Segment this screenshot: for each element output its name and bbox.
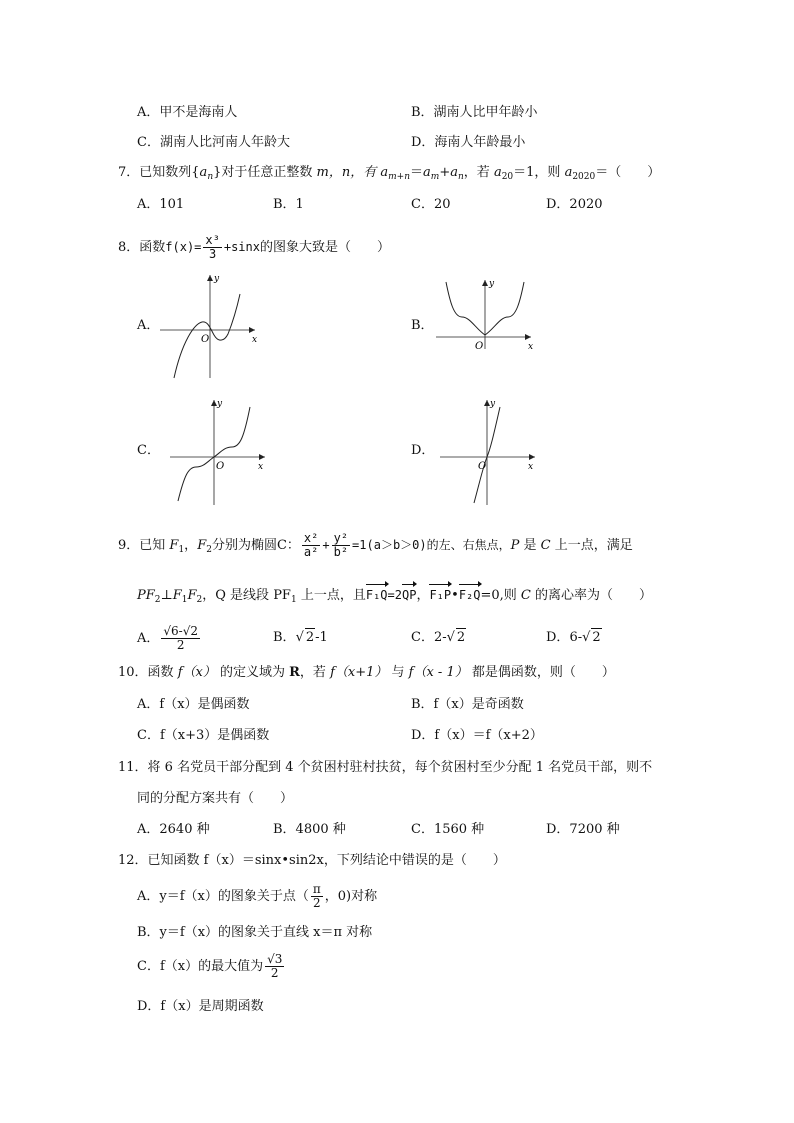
q8a-x-label: x (252, 335, 258, 345)
q7-option-c: C．20 (411, 197, 451, 212)
q6-option-b: B．湖南人比甲年龄小 (411, 105, 538, 120)
q8b-y-label: y (489, 279, 495, 289)
q7-option-d: D．2020 (546, 197, 603, 212)
q9-option-a: A． $\frac{√6-√2}{2}$ (137, 624, 199, 652)
q8b-x-label: x (528, 342, 534, 352)
q8-label-a: A． (137, 318, 160, 333)
q8-graph-b (436, 277, 536, 377)
q8c-y-label: y (217, 399, 223, 409)
q11-line2: 同的分配方案共有（ ） (137, 791, 294, 806)
q10-option-c: C．f（x+3）是偶函数 (137, 728, 270, 743)
q9-line1: 9．已知 $F_1$，$F_2$分别为椭圆C： $\frac{\text{x²}}{\text{a²}}$ + $\frac{\text{y²}}{\text{b²}}$ =1(a＞b＞0)的左、右焦点，P 是 C 上一点，满足 (118, 531, 633, 559)
q8d-x-label: x (528, 462, 534, 472)
q8-graph-a (160, 272, 260, 380)
q8d-y-label: y (490, 399, 496, 409)
q8-label-b: B． (411, 318, 434, 333)
q9-option-d: D．6-√ 2 (546, 630, 601, 645)
q9-line2: $PF_2\perp F_1F_2$，Q 是线段 $PF_1$ 上一点，且F₁Q=2QP，F₁P•F₂Q=0,则 C 的离心率为（ ） (137, 588, 653, 605)
q11-option-b: B．4800 种 (273, 822, 346, 837)
q12-option-b: B．y＝f（x）的图象关于直线 x＝π 对称 (137, 925, 373, 940)
q8-fraction: $\frac{\text{x³}}{3}$ (205, 233, 220, 261)
q8a-y-label: y (214, 274, 220, 284)
q8b-origin: O (475, 341, 484, 352)
q8a-origin: O (201, 334, 210, 345)
q8-label-d: D． (411, 443, 435, 458)
q11-option-a: A．2640 种 (137, 822, 210, 837)
q7-option-a: A．101 (137, 197, 185, 212)
q6-option-d: D．海南人年龄最小 (411, 135, 526, 150)
q8c-x-label: x (258, 462, 264, 472)
q6-option-c: C．湖南人比河南人年龄大 (137, 135, 290, 150)
q12-stem: 12．已知函数 f（x）＝sinx•sin2x，下列结论中错误的是（ ） (118, 853, 506, 868)
q11-option-d: D．7200 种 (546, 822, 620, 837)
q8-graph-c (170, 397, 270, 507)
q12-option-d: D．f（x）是周期函数 (137, 999, 264, 1014)
q8-graph-d (440, 397, 540, 507)
q8-label-c: C． (137, 443, 160, 458)
q10-option-b: B．f（x）是奇函数 (411, 697, 524, 712)
q7-stem: 7．已知数列$\{a_n\}$对于任意正整数 m，n，有 $a_{m+n}=a_m+a_n$，若 $a_{20}=1$，则 $a_{2020}=$（ ） (118, 165, 661, 182)
q11-line1: 11．将 6 名党员干部分配到 4 个贫困村驻村扶贫，每个贫困村至少分配 1 名党员干部，则不 (118, 760, 653, 775)
q9-option-c: C．2-√ 2 (411, 630, 466, 645)
q8c-origin: O (216, 461, 225, 472)
q11-option-c: C．1560 种 (411, 822, 485, 837)
q12-option-c: C．f（x）的最大值为 $\frac{√3}{2}$ (137, 952, 283, 980)
q8d-origin: O (478, 461, 487, 472)
q8-stem: 8．函数f(x)= $\frac{\text{x³}}{3}$ +sinx的图象大致是（ ） (118, 233, 390, 261)
q7-option-b: B．1 (273, 197, 304, 212)
q6-option-a: A．甲不是海南人 (137, 105, 238, 120)
q12-option-a: A．y＝f（x）的图象关于点（ $\frac{\pi}{2}$ ，0)对称 (137, 882, 378, 910)
q9-option-b: B．√ 2-1 (273, 630, 328, 645)
q10-option-a: A．f（x）是偶函数 (137, 697, 250, 712)
q10-stem: 10．函数 f（x） 的定义域为 R，若 f（x+1） 与 f（x - 1） 都是偶函数，则（ ） (118, 665, 615, 680)
q10-option-d: D．f（x）＝f（x+2） (411, 728, 543, 743)
